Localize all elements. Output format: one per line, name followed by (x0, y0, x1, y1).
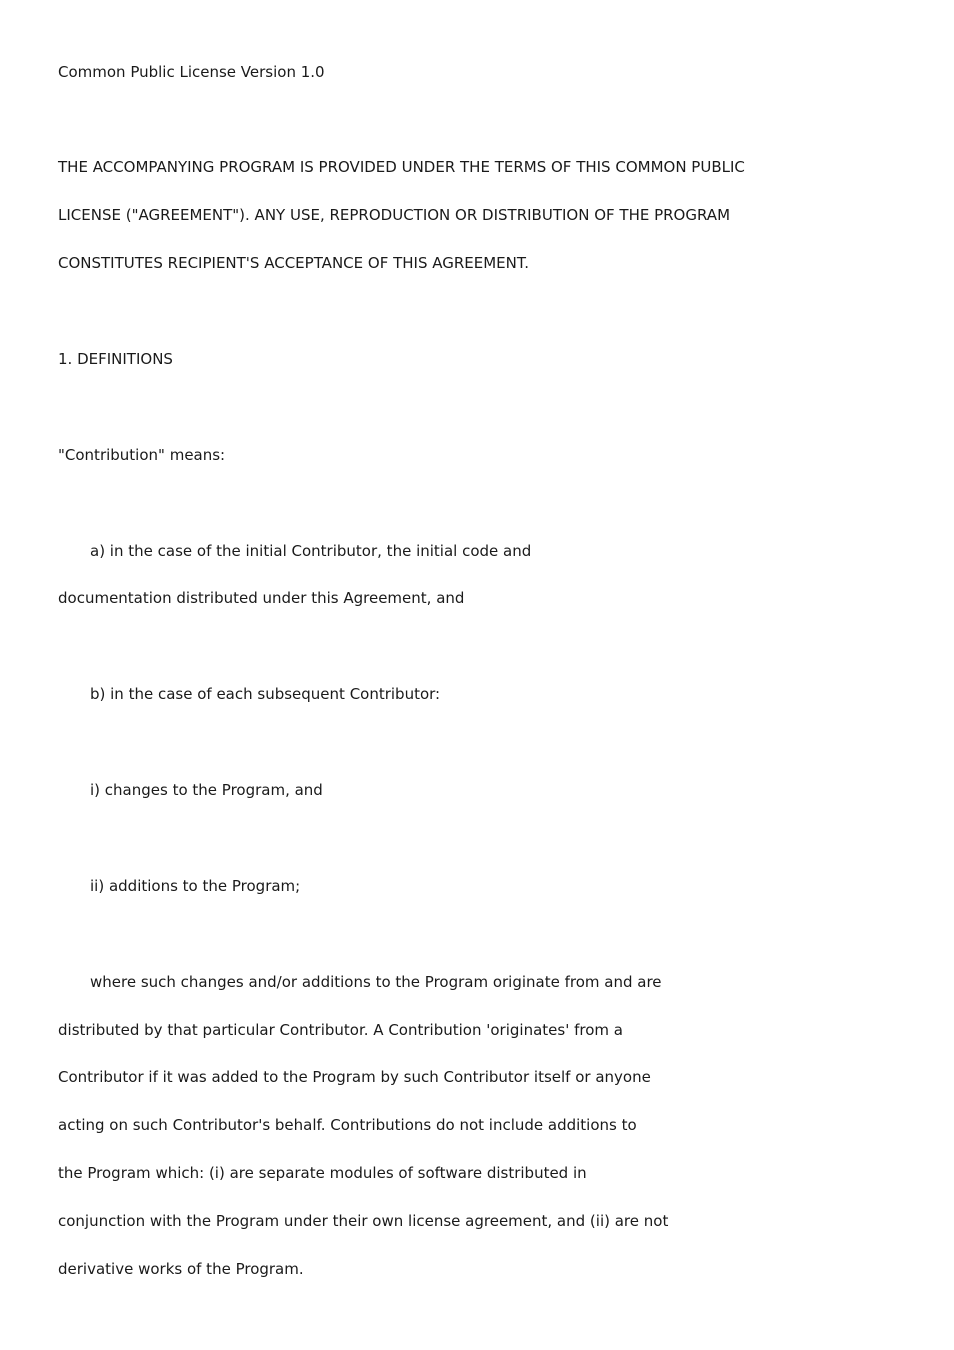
document-title: Common Public License Version 1.0 (58, 63, 325, 81)
contribution-intro: "Contribution" means: (58, 446, 226, 464)
preamble-line: CONSTITUTES RECIPIENT'S ACCEPTANCE OF THIS AGREEMENT. (58, 254, 530, 272)
where-clause-line: acting on such Contributor's behalf. Contributions do not include additions to (58, 1116, 637, 1134)
preamble-line: LICENSE ("AGREEMENT"). ANY USE, REPRODUCTION OR DISTRIBUTION OF THE PROGRAM (58, 206, 731, 224)
where-clause-line: distributed by that particular Contributor. A Contribution 'originates' from a (58, 1021, 623, 1039)
where-clause-line: the Program which: (i) are separate modules of software distributed in (58, 1164, 587, 1182)
where-clause-line: Contributor if it was added to the Program by such Contributor itself or anyone (58, 1068, 651, 1086)
item-a-line: documentation distributed under this Agreement, and (58, 589, 465, 607)
where-clause-line: conjunction with the Program under their own license agreement, and (ii) are not (58, 1212, 669, 1230)
where-clause-line: where such changes and/or additions to the Program originate from and are (90, 973, 662, 991)
item-i: i) changes to the Program, and (90, 781, 323, 799)
item-a-line: a) in the case of the initial Contributor, the initial code and (90, 542, 532, 560)
item-b: b) in the case of each subsequent Contributor: (90, 685, 441, 703)
where-clause-line: derivative works of the Program. (58, 1260, 304, 1278)
preamble-line: THE ACCOMPANYING PROGRAM IS PROVIDED UNDER THE TERMS OF THIS COMMON PUBLIC (58, 158, 745, 176)
item-ii: ii) additions to the Program; (90, 877, 301, 895)
section-heading: 1. DEFINITIONS (58, 350, 173, 368)
